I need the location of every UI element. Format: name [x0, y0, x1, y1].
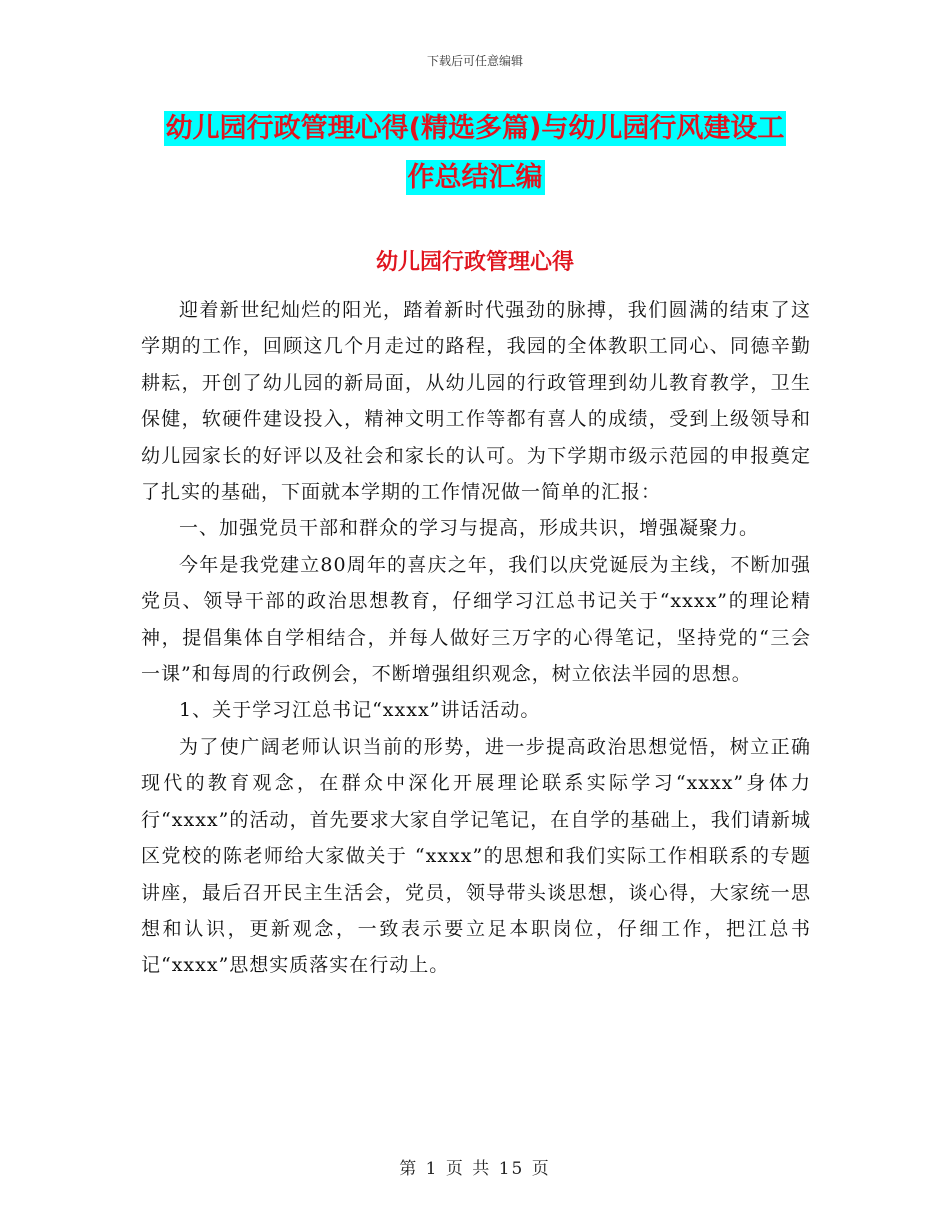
document-body: [141, 292, 811, 984]
section-title: 幼儿园行政管理心得: [375, 250, 574, 275]
body-paragraph-4: 1、关于学习江总书记“xxxx”讲话活动。: [179, 699, 541, 722]
page-header-note: 下载后可任意编辑: [426, 54, 523, 68]
document-title-line-2: 作总结汇编: [407, 162, 543, 193]
body-paragraph-1: 迎着新世纪灿烂的阳光，踏着新时代强劲的脉搏，我们圆满的结束了这学期的工作，回顾这几个月走过的路程，我园的全体教职工同心、同德辛勤耕耘，开创了幼儿园的新局面，从幼儿园的行政管理到幼儿教育教学，卫生保健，软硬件建设投入，精神文明工作等都有喜人的成绩，受到上级领导和幼儿园家长的好评以及社会和家长的认可。为下学期市级示范园的申报奠定了扎实的基础，下面就本学期的工作情况做一简单的汇报：: [141, 299, 811, 504]
body-paragraph-3: 今年是我党建立80周年的喜庆之年，我们以庆党诞辰为主线，不断加强党员、领导干部的政治思想教育，仔细学习江总书记关于“xxxx”的理论精神，提倡集体自学相结合，并每人做好三万字的心得笔记，坚持党的“三会一课”和每周的行政例会，不断增强组织观念，树立依法半园的思想。: [141, 553, 811, 686]
document-title: [0, 104, 950, 202]
body-paragraph-5: 为了使广阔老师认识当前的形势，进一步提高政治思想觉悟，树立正确现代的教育观念，在群众中深化开展理论联系实际学习“xxxx”身体力行“xxxx”的活动，首先要求大家自学记笔记，在自学的基础上，我们请新城区党校的陈老师给大家做关于 “xxxx”的思想和我们实际工作相联系的专题讲座，最后召开民主生活会，党员，领导带头谈思想，谈心得，大家统一思想和认识，更新观念，一致表示要立足本职岗位，仔细工作，把江总书记“xxxx”思想实质落实在行动上。: [141, 735, 811, 977]
page-number: 第 1 页 共 15 页: [399, 1159, 551, 1179]
body-paragraph-2: 一、加强党员干部和群众的学习与提高，形成共识，增强凝聚力。: [179, 517, 760, 540]
document-title-line-1: 幼儿园行政管理心得(精选多篇)与幼儿园行风建设工: [165, 113, 785, 144]
